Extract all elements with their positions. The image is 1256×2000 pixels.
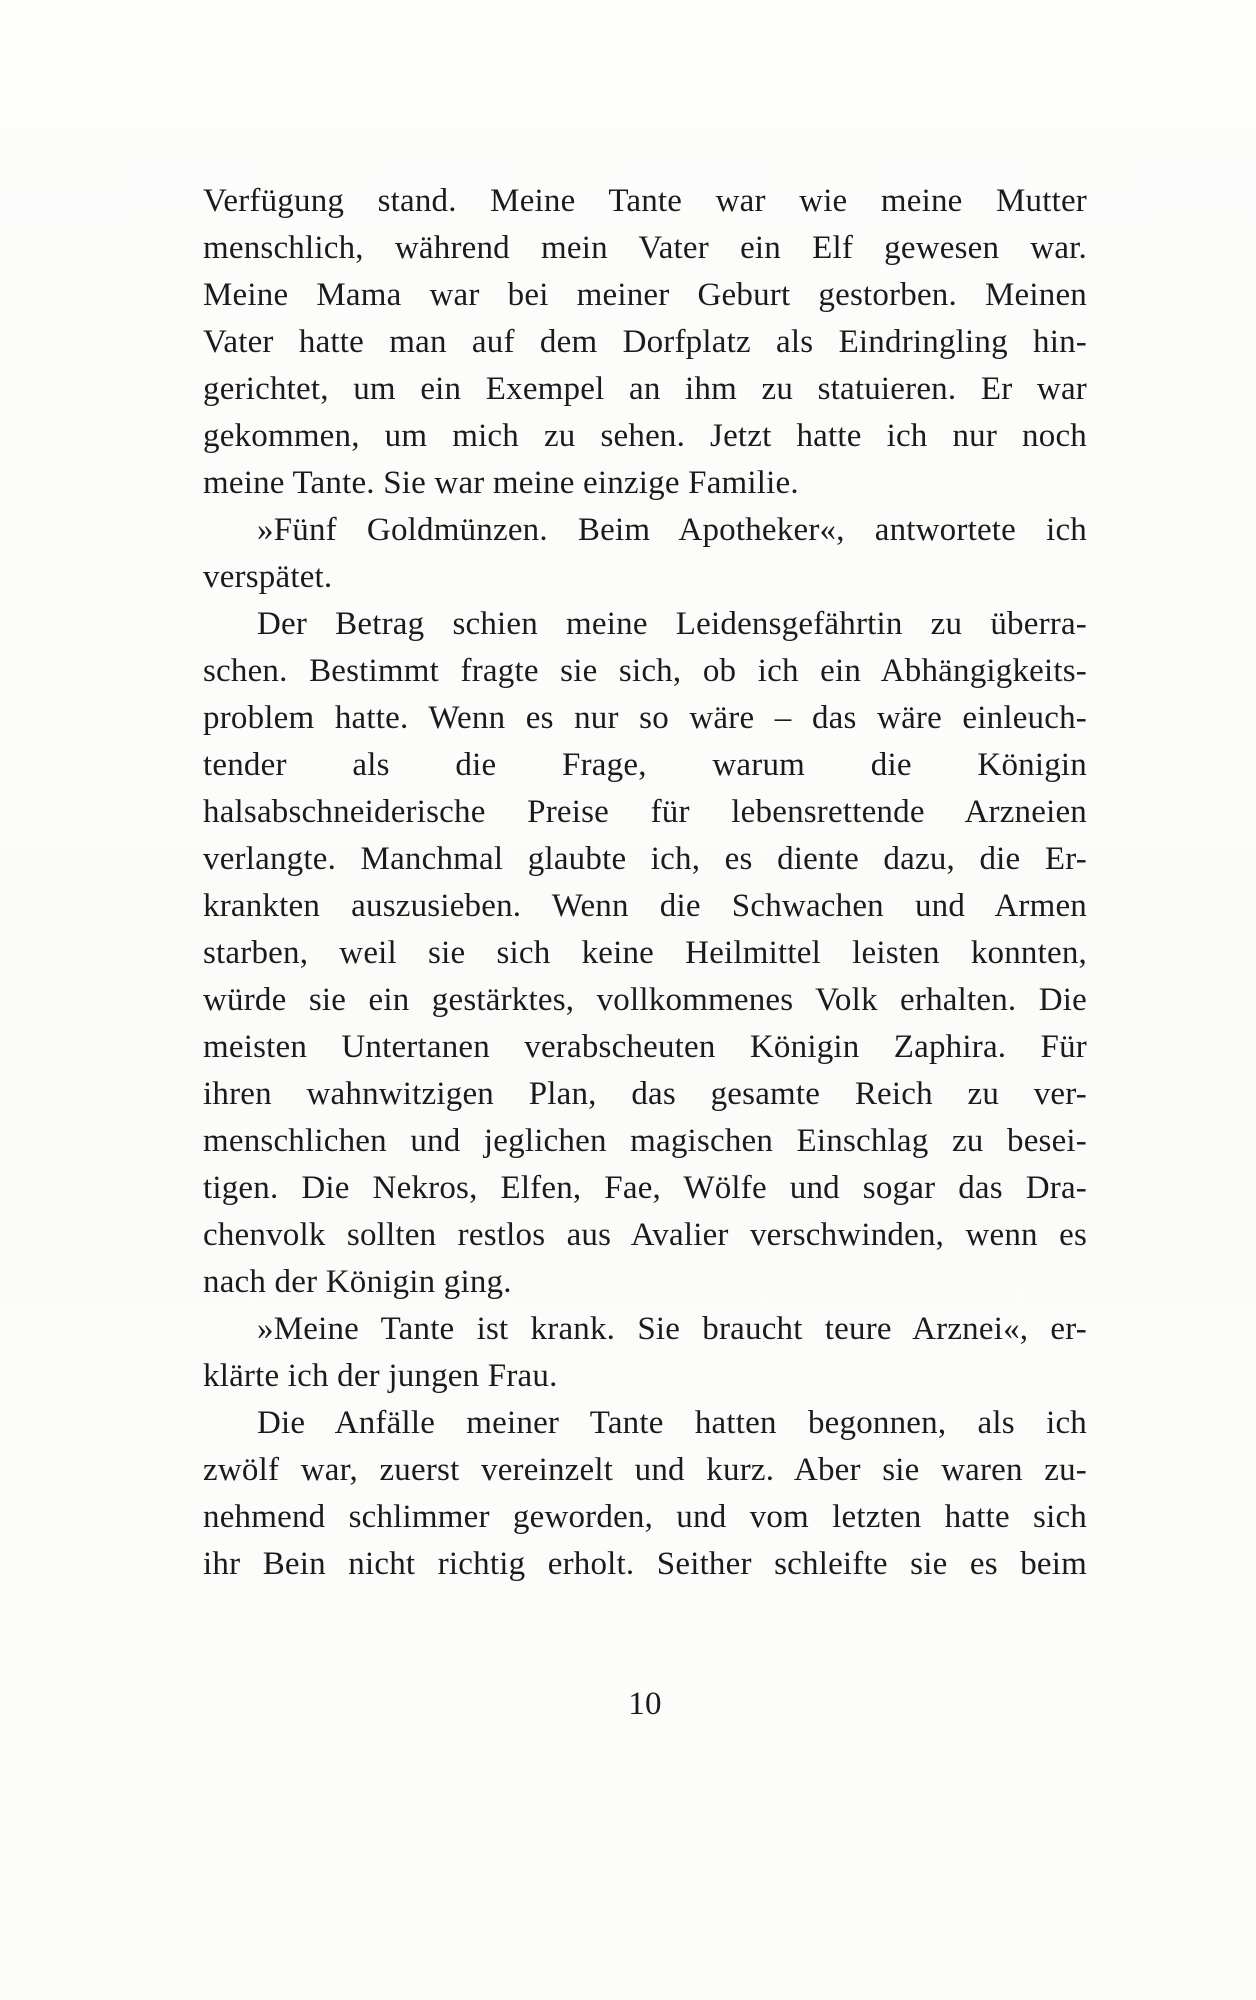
text-line: krankten auszusieben. Wenn die Schwachen und Armen <box>203 888 1087 924</box>
text-line: nehmend schlimmer geworden, und vom letzten hatte sich <box>203 1499 1087 1535</box>
text-line: Die Anfälle meiner Tante hatten begonnen, als ich <box>257 1405 1087 1441</box>
text-line: gerichtet, um ein Exempel an ihm zu statuieren. Er war <box>203 371 1087 407</box>
text-line: tigen. Die Nekros, Elfen, Fae, Wölfe und sogar das Dra- <box>203 1170 1087 1206</box>
text-line: gekommen, um mich zu sehen. Jetzt hatte ich nur noch <box>203 418 1087 454</box>
text-line: halsabschneiderische Preise für lebensrettende Arzneien <box>203 794 1087 830</box>
text-line: zwölf war, zuerst vereinzelt und kurz. Aber sie waren zu- <box>203 1452 1087 1488</box>
text-line: schen. Bestimmt fragte sie sich, ob ich ein Abhängigkeits- <box>203 653 1087 689</box>
text-line: menschlich, während mein Vater ein Elf gewesen war. <box>203 230 1087 266</box>
text-line: Verfügung stand. Meine Tante war wie meine Mutter <box>203 183 1087 219</box>
text-line: meisten Untertanen verabscheuten Königin Zaphira. Für <box>203 1029 1087 1065</box>
text-line: problem hatte. Wenn es nur so wäre – das wäre einleuch- <box>203 700 1087 736</box>
text-line: starben, weil sie sich keine Heilmittel leisten konnten, <box>203 935 1087 971</box>
text-line: Vater hatte man auf dem Dorfplatz als Eindringling hin- <box>203 324 1087 360</box>
text-line: meine Tante. Sie war meine einzige Familie. <box>203 465 799 501</box>
text-line: klärte ich der jungen Frau. <box>203 1358 558 1394</box>
text-line: tender als die Frage, warum die Königin <box>203 747 1087 783</box>
text-line: verspätet. <box>203 559 333 595</box>
text-block <box>203 0 1087 1728</box>
text-line: Meine Mama war bei meiner Geburt gestorben. Meinen <box>203 277 1087 313</box>
page-number: 10 <box>628 1686 662 1722</box>
text-line: ihren wahnwitzigen Plan, das gesamte Reich zu ver- <box>203 1076 1087 1112</box>
text-line: menschlichen und jeglichen magischen Einschlag zu besei- <box>203 1123 1087 1159</box>
text-line: chenvolk sollten restlos aus Avalier verschwinden, wenn es <box>203 1217 1087 1253</box>
text-line: nach der Königin ging. <box>203 1264 512 1300</box>
text-line: Der Betrag schien meine Leidensgefährtin zu überra- <box>257 606 1087 642</box>
text-line: »Fünf Goldmünzen. Beim Apotheker«, antwortete ich <box>257 512 1087 548</box>
text-line: verlangte. Manchmal glaubte ich, es diente dazu, die Er- <box>203 841 1087 877</box>
text-line: würde sie ein gestärktes, vollkommenes Volk erhalten. Die <box>203 982 1087 1018</box>
text-line: ihr Bein nicht richtig erholt. Seither schleifte sie es beim <box>203 1546 1087 1582</box>
text-line: »Meine Tante ist krank. Sie braucht teure Arznei«, er- <box>257 1311 1087 1347</box>
